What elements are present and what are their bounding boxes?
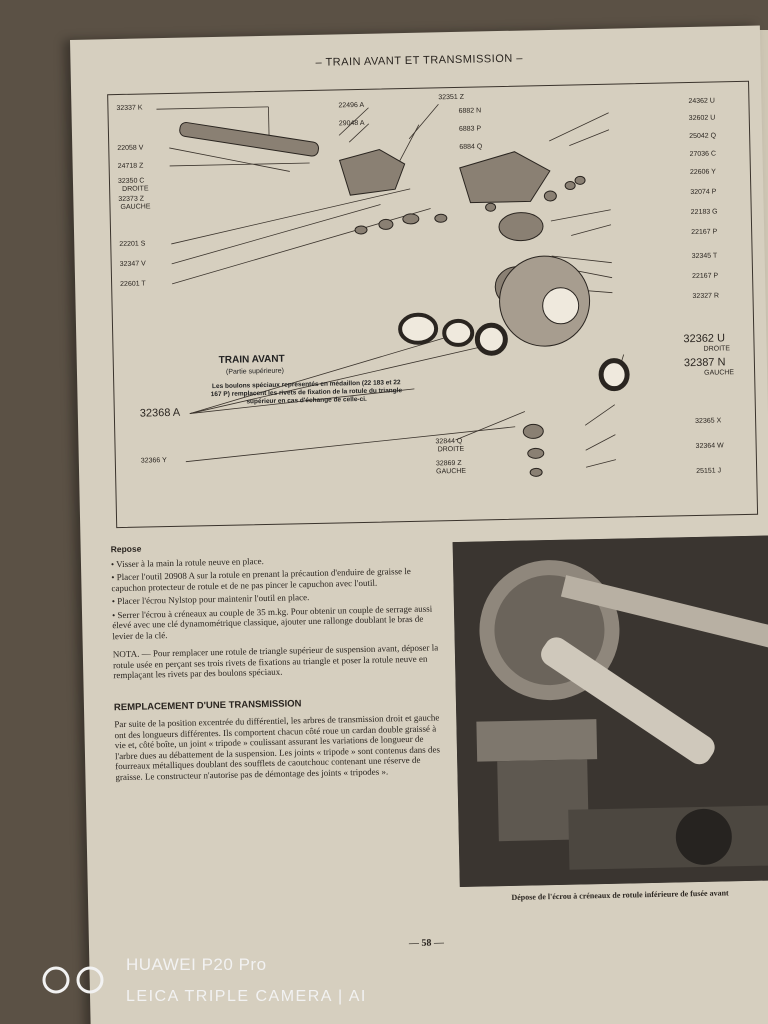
part-label: GAUCHE [436, 467, 467, 476]
diagram-title: TRAIN AVANT [218, 353, 285, 366]
exploded-diagram [107, 81, 758, 528]
part-label: 32368 A [139, 406, 181, 420]
watermark-model: HUAWEI P20 Pro [126, 955, 267, 974]
part-label: 6884 Q [459, 143, 483, 151]
page-number: — 58 — [408, 937, 445, 950]
part-label: 32387 N [683, 356, 726, 370]
repose-step: • Placer l'écrou Nylstop pour maintenir l'outil en place. [111, 592, 310, 607]
part-label: 22167 P [691, 228, 718, 237]
manual-page [70, 26, 768, 1024]
part-label: 22606 Y [689, 168, 716, 177]
photo-illustration [453, 535, 768, 887]
part-label: 22496 A [338, 101, 365, 110]
dual-lens-logo-icon [38, 965, 110, 995]
part-label: 29048 A [338, 119, 365, 128]
part-label: 32362 U [683, 332, 726, 346]
part-label: 6883 P [458, 125, 482, 133]
part-label: 32602 U [688, 114, 716, 123]
part-label: 32327 R [692, 292, 720, 301]
photo-caption: Dépose de l'écrou à créneaux de rotule inférieure de fusée avant [511, 888, 729, 902]
part-label: 25151 J [696, 467, 722, 475]
part-label: 32869 Z [435, 459, 462, 468]
part-label: 24718 Z [117, 162, 144, 171]
part-label: 32373 Z [118, 195, 145, 204]
workshop-photo [453, 535, 768, 887]
part-label: 32844 Q [435, 437, 463, 446]
part-label: 32364 W [695, 442, 724, 450]
part-label: 22601 T [120, 280, 146, 289]
part-label: 25042 Q [689, 132, 717, 141]
part-label: DROITE [122, 185, 149, 193]
repose-step: • Visser à la main la rotule neuve en place. [110, 555, 264, 569]
part-label: 22167 P [692, 272, 719, 281]
repose-step: • Serrer l'écrou à créneaux au couple de 35 m.kg. Pour obtenir un couple de serrage aussi élevé avec une clé dynamométrique classique, ajouter une rallonge doublant le bras de levier de la clé. [111, 603, 433, 641]
page-header: – TRAIN AVANT ET TRANSMISSION – [315, 52, 524, 69]
part-label: 32337 K [116, 104, 143, 113]
diagram-note: Les boulons spéciaux représentés en médaillon (22 183 et 22 167 P) remplacent les rivets de fixation de la rotule du triangle supérieur en cas d'échange de celle-ci. [210, 379, 403, 406]
part-label: 32074 P [690, 188, 717, 197]
part-label: DROITE [703, 345, 731, 353]
part-label: 32350 C [117, 177, 145, 186]
text-column [111, 537, 446, 785]
diagram-drawing [108, 82, 757, 527]
part-label: 27036 C [689, 150, 717, 159]
part-label: 22058 V [117, 144, 144, 153]
part-label: GAUCHE [120, 203, 151, 211]
section-body: Par suite de la position excentrée du différentiel, les arbres de transmission droit et gauche ont des longueurs différentes. Ils comportent chacun côté roue un cardan double graissé à vie et, côté boîte, un joint « tripode » coulissant assurant les variations de longueur de l'arbre dues au débattement de la suspension. Les joints « tripode » sont contenus dans des fourreaux métalliques doublant des soufflets de caoutchouc contenant une réserve de graisse. Le constructeur n'autorise pas de démontage des joints « tripodes ». [114, 712, 441, 782]
part-label: GAUCHE [704, 369, 735, 377]
part-label: 22183 G [690, 208, 718, 217]
part-label: 6882 N [458, 107, 482, 115]
section-heading: REMPLACEMENT D'UNE TRANSMISSION [113, 697, 302, 713]
part-label: DROITE [437, 445, 465, 454]
nota-paragraph: NOTA. — Pour remplacer une rotule de triangle supérieur de suspension avant, déposer la rotule usée en perçant ses trois rivets de fixations au triangle et poser la rotule neuve en remplaçant les rivets par des boulons spéciaux. [112, 642, 439, 681]
part-label: 22201 S [119, 240, 146, 249]
watermark-camera: LEICA TRIPLE CAMERA | AI [126, 988, 367, 1005]
part-label: 24362 U [688, 97, 715, 106]
part-label: 32347 V [119, 260, 146, 269]
repose-step: • Placer l'outil 20908 A sur la rotule en prenant la précaution d'enduire de graisse le capuchon protecteur de rotule et de ne pas pincer le capuchon avec l'outil. [111, 565, 411, 593]
part-label: 32366 Y [140, 457, 167, 465]
diagram-subtitle: (Partie supérieure) [225, 367, 285, 376]
repose-heading: Repose [110, 543, 142, 555]
part-label: 32345 T [691, 252, 718, 261]
part-label: 32351 Z [438, 93, 465, 102]
part-label: 32365 X [695, 417, 722, 425]
